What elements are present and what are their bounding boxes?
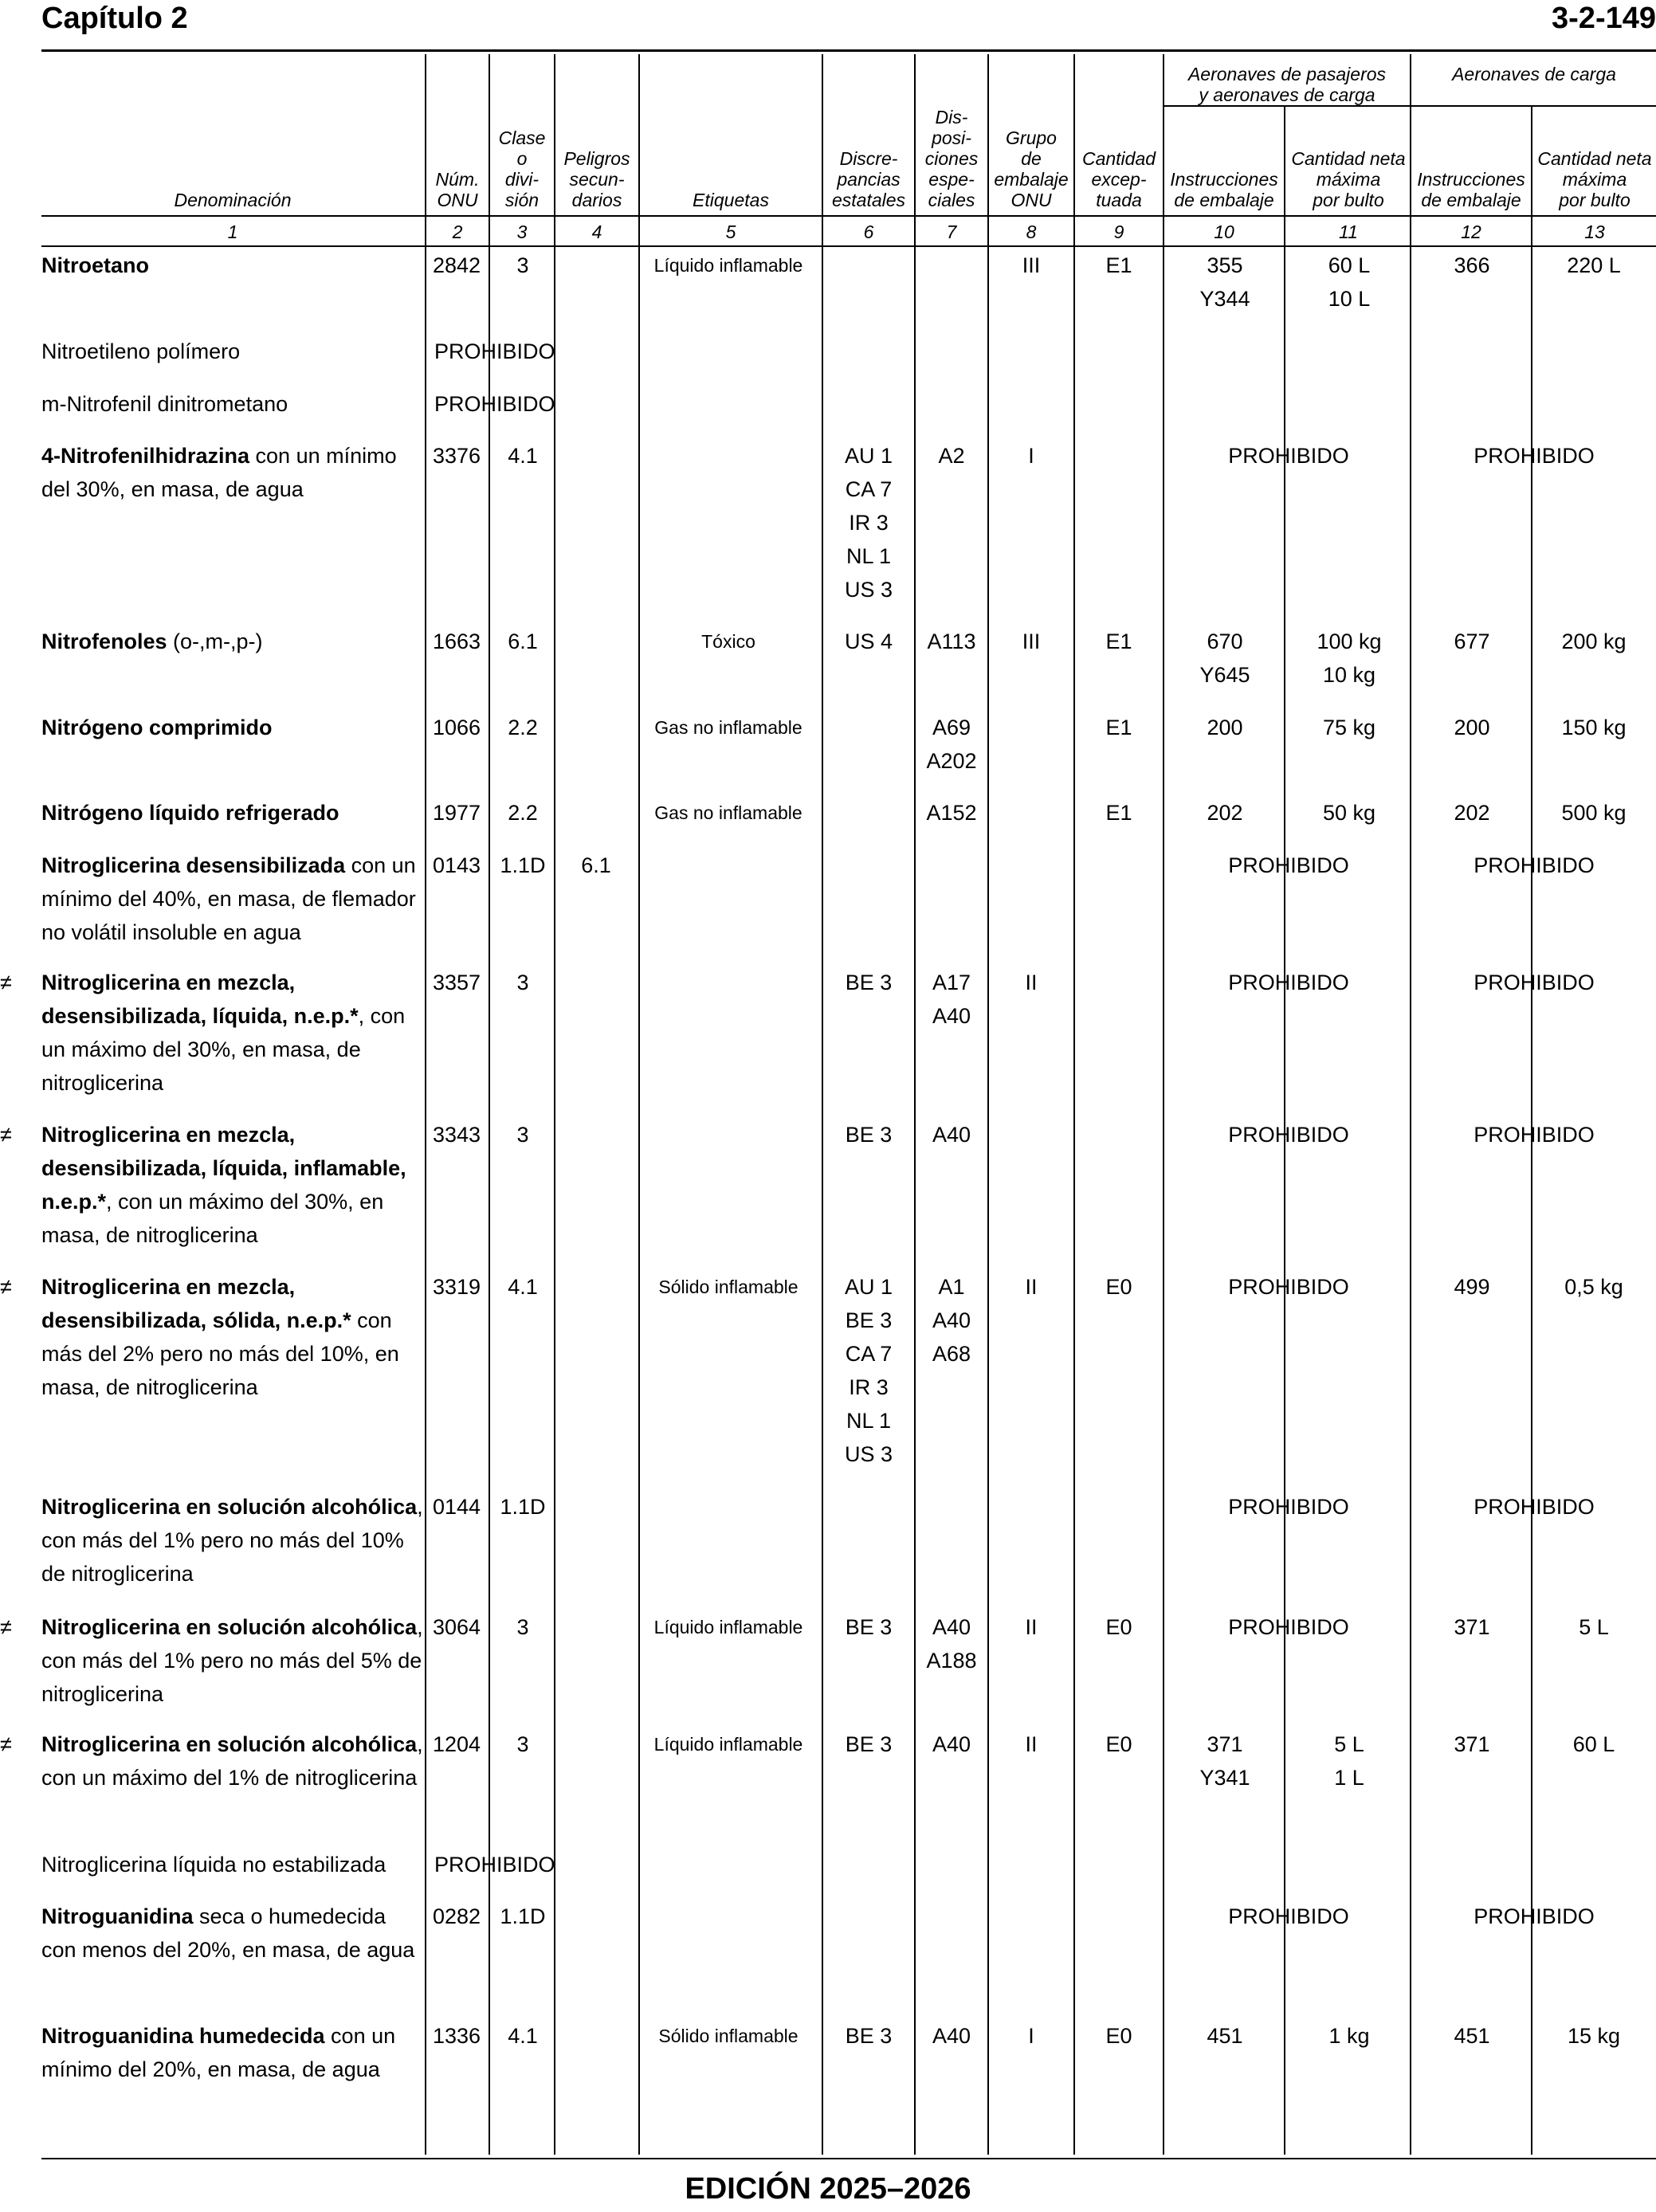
cargo-prohibited: PROHIBIDO: [1474, 444, 1595, 468]
denomination: Nitroglicerina en solución alcohólica, con más del 1% pero no más del 10% de nitroglicerina: [41, 1495, 423, 1586]
excepted-quantity: E1: [1105, 801, 1132, 825]
cargo-packing-instruction: 677: [1454, 629, 1490, 653]
col-number: 7: [946, 222, 957, 242]
col-header-denominacion: Denominación: [174, 190, 292, 210]
prohibited-text: PROHIBIDO: [434, 1853, 555, 1877]
header-rule: [41, 49, 1656, 52]
pax-packing-instruction: 371 Y341: [1199, 1732, 1250, 1790]
denomination: Nitrógeno líquido refrigerado: [41, 801, 339, 825]
col-header-labels: Etiquetas: [693, 190, 769, 210]
cargo-prohibited: PROHIBIDO: [1474, 1495, 1595, 1519]
denomination: Nitroguanidina humedecida con un mínimo del 20%, en masa, de agua: [41, 2024, 396, 2081]
col-divider: [638, 54, 640, 2155]
denomination: Nitrógeno comprimido: [41, 716, 273, 739]
cargo-prohibited: PROHIBIDO: [1474, 853, 1595, 877]
hazard-label: Líquido inflamable: [653, 1734, 803, 1755]
packing-group: III: [1022, 253, 1041, 277]
un-number: 3343: [432, 1123, 481, 1147]
denomination: Nitroglicerina en mezcla, desensibilizada, líquida, inflamable, n.e.p.*, con un máximo del 30%, en masa, de nitroglicerina: [41, 1123, 406, 1247]
state-variations: BE 3: [845, 1732, 893, 1756]
hazard-class: 1.1D: [500, 1904, 546, 1928]
cargo-packing-instruction: 499: [1454, 1275, 1490, 1299]
denomination: Nitroglicerina en solución alcohólica, con un máximo del 1% de nitroglicerina: [41, 1732, 423, 1790]
special-provisions: A69 A202: [926, 716, 977, 773]
special-provisions: A1 A40 A68: [932, 1275, 971, 1366]
group-header-cargo: Aeronaves de carga: [1452, 64, 1616, 84]
packing-group: II: [1025, 1732, 1038, 1756]
un-number: 3376: [432, 444, 481, 468]
col-number: 4: [591, 222, 602, 242]
cargo-prohibited: PROHIBIDO: [1474, 971, 1595, 994]
packing-group: III: [1022, 629, 1041, 653]
denomination: Nitroguanidina seca o humedecida con menos del 20%, en masa, de agua: [41, 1904, 415, 1962]
hazard-label: Gas no inflamable: [654, 802, 802, 823]
denomination: Nitroglicerina líquida no estabilizada: [41, 1853, 387, 1877]
special-provisions: A40: [932, 1732, 971, 1756]
col-divider: [1163, 54, 1164, 2155]
special-provisions: A2: [938, 444, 965, 468]
pax-prohibited: PROHIBIDO: [1228, 971, 1349, 994]
state-variations: AU 1 BE 3 CA 7 IR 3 NL 1 US 3: [844, 1275, 893, 1466]
change-mark: ≠: [0, 1732, 12, 1756]
un-number: 1204: [432, 1732, 481, 1756]
special-provisions: A17 A40: [932, 971, 971, 1028]
cargo-max-quantity: 200 kg: [1561, 629, 1627, 653]
change-mark: ≠: [0, 1615, 12, 1639]
pax-prohibited: PROHIBIDO: [1228, 1495, 1349, 1519]
pax-max-quantity: 50 kg: [1322, 801, 1376, 825]
excepted-quantity: E0: [1105, 2024, 1132, 2048]
denomination: Nitroglicerina desensibilizada con un mínimo del 40%, en masa, de flemador no volátil insoluble en agua: [41, 853, 416, 944]
col-header-special: Dis- posi- ciones espe- ciales: [924, 107, 979, 210]
hazard-class: 2.2: [508, 716, 538, 739]
footer-rule: [41, 2158, 1656, 2159]
change-mark: ≠: [0, 1123, 12, 1147]
hazard-class: 4.1: [508, 444, 538, 468]
col-header-eq: Cantidad excep- tuada: [1081, 148, 1156, 210]
col-header-variations: Discre- pancias estatales: [831, 148, 906, 210]
denomination: 4-Nitrofenilhidrazina con un mínimo del 30%, en masa, de agua: [41, 444, 397, 501]
col-number: 10: [1214, 222, 1234, 242]
col-divider: [425, 54, 426, 2155]
state-variations: BE 3: [845, 2024, 893, 2048]
packing-group: II: [1025, 1615, 1038, 1639]
col-header-pax-max: Cantidad neta máxima por bulto: [1291, 148, 1406, 210]
cargo-prohibited: PROHIBIDO: [1474, 1123, 1595, 1147]
un-number: 1336: [432, 2024, 481, 2048]
packing-group: I: [1028, 2024, 1034, 2048]
prohibited-text: PROHIBIDO: [434, 339, 555, 363]
pax-max-quantity: 5 L 1 L: [1334, 1732, 1364, 1790]
hazard-label: Líquido inflamable: [653, 1617, 803, 1637]
pax-max-quantity: 100 kg 10 kg: [1317, 629, 1382, 687]
col-divider: [489, 54, 490, 2155]
header-bottom-rule: [41, 215, 1656, 217]
cargo-packing-instruction: 202: [1454, 801, 1490, 825]
hazard-label: Tóxico: [701, 631, 755, 652]
subsidiary-hazard: 6.1: [581, 853, 611, 877]
denomination: Nitrofenoles (o-,m-,p-): [41, 629, 263, 653]
group-header-pax: Aeronaves de pasajeros y aeronaves de carga: [1187, 64, 1387, 105]
state-variations: BE 3: [845, 971, 893, 994]
hazard-class: 1.1D: [500, 1495, 546, 1519]
pax-prohibited: PROHIBIDO: [1228, 1275, 1349, 1299]
col-header-class: Clase o divi- sión: [498, 127, 546, 210]
excepted-quantity: E0: [1105, 1732, 1132, 1756]
packing-group: I: [1028, 444, 1034, 468]
col-number: 12: [1461, 222, 1481, 242]
pax-packing-instruction: 200: [1207, 716, 1243, 739]
un-number: 1066: [432, 716, 481, 739]
state-variations: AU 1 CA 7 IR 3 NL 1 US 3: [844, 444, 893, 602]
special-provisions: A40: [932, 2024, 971, 2048]
group-rule: [1163, 105, 1656, 107]
pax-prohibited: PROHIBIDO: [1228, 1123, 1349, 1147]
excepted-quantity: E1: [1105, 253, 1132, 277]
col-header-sub: Peligros secun- darios: [563, 148, 630, 210]
hazard-class: 3: [516, 1732, 529, 1756]
hazard-class: 6.1: [508, 629, 538, 653]
cargo-packing-instruction: 200: [1454, 716, 1490, 739]
col-header-pax-pi: Instrucciones de embalaje: [1170, 169, 1278, 210]
prohibited-text: PROHIBIDO: [434, 392, 555, 416]
chapter-title: Capítulo 2: [41, 2, 188, 35]
hazard-class: 3: [516, 971, 529, 994]
hazard-label: Sólido inflamable: [658, 1277, 799, 1297]
denomination: Nitroglicerina en mezcla, desensibilizada, líquida, n.e.p.*, con un máximo del 30%, en masa, de nitroglicerina: [41, 971, 406, 1095]
excepted-quantity: E1: [1105, 716, 1132, 739]
denomination: Nitroetano: [41, 253, 149, 277]
pax-packing-instruction: 202: [1207, 801, 1243, 825]
col-divider: [987, 54, 989, 2155]
cargo-max-quantity: 220 L: [1567, 253, 1621, 277]
col-number: 6: [863, 222, 874, 242]
number-row-rule: [41, 245, 1656, 247]
col-divider: [1410, 54, 1411, 2155]
denomination: m-Nitrofenil dinitrometano: [41, 392, 288, 416]
cargo-max-quantity: 0,5 kg: [1564, 1275, 1623, 1299]
special-provisions: A113: [927, 629, 976, 653]
col-number: 2: [452, 222, 463, 242]
state-variations: US 4: [844, 629, 893, 653]
col-number: 3: [516, 222, 528, 242]
excepted-quantity: E0: [1105, 1615, 1132, 1639]
col-number: 1: [227, 222, 238, 242]
un-number: 0143: [432, 853, 481, 877]
cargo-max-quantity: 150 kg: [1561, 716, 1627, 739]
col-divider: [1073, 54, 1075, 2155]
un-number: 1977: [432, 801, 481, 825]
col-number: 5: [725, 222, 736, 242]
col-header-cargo-max: Cantidad neta máxima por bulto: [1537, 148, 1652, 210]
pax-prohibited: PROHIBIDO: [1228, 444, 1349, 468]
cargo-max-quantity: 15 kg: [1567, 2024, 1621, 2048]
un-number: 1663: [432, 629, 481, 653]
un-number: 3357: [432, 971, 481, 994]
change-mark: ≠: [0, 971, 12, 994]
col-divider: [914, 54, 916, 2155]
state-variations: BE 3: [845, 1615, 893, 1639]
denomination: Nitroetileno polímero: [41, 339, 241, 363]
un-number: 3319: [432, 1275, 481, 1299]
denomination: Nitroglicerina en mezcla, desensibilizada, sólida, n.e.p.* con más del 2% pero no más del 10%, en masa, de nitroglicerina: [41, 1275, 399, 1399]
hazard-class: 3: [516, 1615, 529, 1639]
pax-max-quantity: 75 kg: [1322, 716, 1376, 739]
pax-packing-instruction: 451: [1207, 2024, 1243, 2048]
edition-footer: EDICIÓN 2025–2026: [685, 2172, 971, 2206]
col-header-cargo-pi: Instrucciones de embalaje: [1417, 169, 1525, 210]
excepted-quantity: E0: [1105, 1275, 1132, 1299]
hazard-class: 3: [516, 253, 529, 277]
cargo-max-quantity: 5 L: [1579, 1615, 1609, 1639]
cargo-max-quantity: 500 kg: [1561, 801, 1627, 825]
pax-prohibited: PROHIBIDO: [1228, 1615, 1349, 1639]
packing-group: II: [1025, 971, 1038, 994]
hazard-label: Líquido inflamable: [653, 255, 803, 276]
special-provisions: A152: [926, 801, 977, 825]
packing-group: II: [1025, 1275, 1038, 1299]
hazard-class: 3: [516, 1123, 529, 1147]
hazard-label: Gas no inflamable: [654, 717, 802, 738]
pax-max-quantity: 60 L 10 L: [1328, 253, 1371, 311]
pax-packing-instruction: 670 Y645: [1199, 629, 1250, 687]
state-variations: BE 3: [845, 1123, 893, 1147]
un-number: 0282: [432, 1904, 481, 1928]
cargo-packing-instruction: 371: [1454, 1732, 1490, 1756]
denomination: Nitroglicerina en solución alcohólica, con más del 1% pero no más del 5% de nitroglicerina: [41, 1615, 423, 1706]
excepted-quantity: E1: [1105, 629, 1132, 653]
col-header-pg: Grupo de embalaje ONU: [994, 127, 1069, 210]
hazard-class: 2.2: [508, 801, 538, 825]
un-number: 0144: [432, 1495, 481, 1519]
special-provisions: A40: [932, 1123, 971, 1147]
col-divider: [554, 54, 555, 2155]
page-number: 3-2-149: [1552, 2, 1656, 35]
pax-prohibited: PROHIBIDO: [1228, 1904, 1349, 1928]
col-number: 9: [1113, 222, 1124, 242]
pax-packing-instruction: 355 Y344: [1199, 253, 1250, 311]
col-number: 8: [1026, 222, 1037, 242]
un-number: 3064: [432, 1615, 481, 1639]
col-number: 13: [1584, 222, 1605, 242]
cargo-max-quantity: 60 L: [1572, 1732, 1615, 1756]
cargo-packing-instruction: 371: [1454, 1615, 1490, 1639]
hazard-label: Sólido inflamable: [658, 2026, 799, 2046]
pax-max-quantity: 1 kg: [1328, 2024, 1370, 2048]
cargo-packing-instruction: 366: [1454, 253, 1490, 277]
special-provisions: A40 A188: [926, 1615, 977, 1673]
change-mark: ≠: [0, 1275, 12, 1299]
pax-prohibited: PROHIBIDO: [1228, 853, 1349, 877]
hazard-class: 4.1: [508, 2024, 538, 2048]
col-header-un: Núm. ONU: [435, 169, 480, 210]
col-number: 11: [1339, 222, 1358, 242]
cargo-prohibited: PROHIBIDO: [1474, 1904, 1595, 1928]
col-divider: [822, 54, 823, 2155]
hazard-class: 4.1: [508, 1275, 538, 1299]
un-number: 2842: [432, 253, 481, 277]
cargo-packing-instruction: 451: [1454, 2024, 1490, 2048]
hazard-class: 1.1D: [500, 853, 546, 877]
